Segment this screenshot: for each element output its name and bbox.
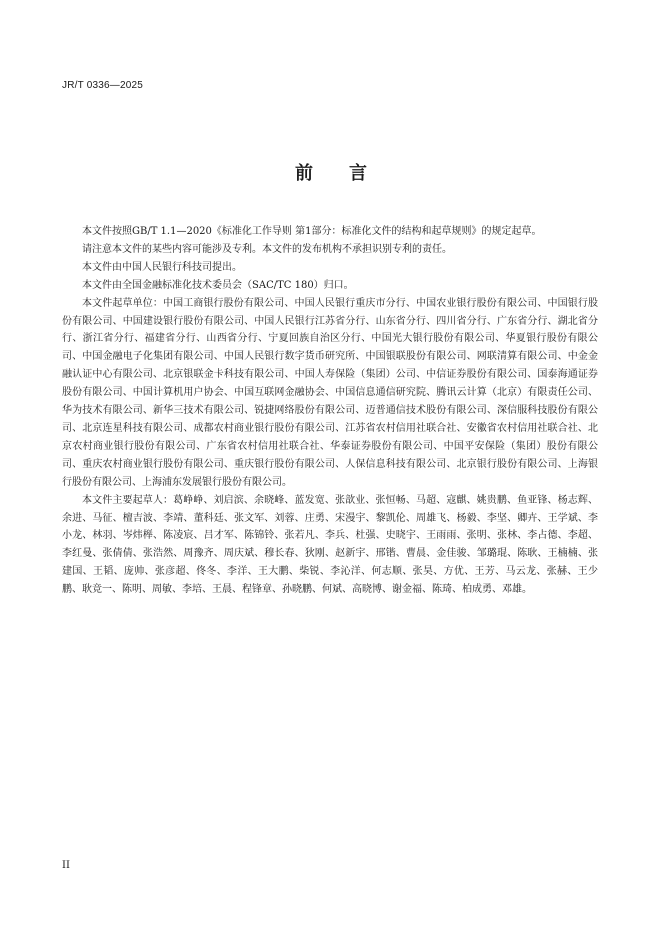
standard-number: JR/T 0336—2025 [62, 80, 143, 91]
page-number: II [62, 860, 70, 871]
foreword-body [62, 223, 598, 599]
paragraph-proposer: 本文件由中国人民银行科技司提出。 [82, 261, 242, 273]
paragraph-drafting-basis: 本文件按照GB/T 1.1—2020《标准化工作导则 第1部分：标准化文件的结构和起草规则》的规定起草。 [82, 226, 542, 237]
title-char-1: 前 [295, 163, 313, 184]
paragraph-main-drafters: 本文件主要起草人：葛峥峥、刘启滨、余晓峰、蓝发宽、张歆业、张恒畅、马超、寇麒、姚贵鹏、鱼亚锋、杨志辉、余进、马征、檀吉波、李靖、董科廷、张文军、刘蓉、庄勇、宋漫宇、黎凯伦、周雄飞、杨毅、李坚、卿卉、王学斌、李小龙、林羽、岑炜榉、陈凌宸、吕才军、陈锦铃、张若凡、李兵、杜强、史晓宇、王雨雨、张明、张林、李占德、李超、李红曼、张倩倩、张浩然、周豫齐、周庆斌、穆长春、狄刚、赵新宇、邢锴、曹晨、金佳骏、邹璐琨、陈耿、王楠楠、张建国、王韬、庞帅、张彦超、佟冬、李洋、王大鹏、柴锐、李沁洋、何志顺、张昊、方优、王芳、马云龙、张赫、王少鹏、耿竞一、陈明、周敏、李培、王晨、程锋章、孙晓鹏、何斌、高晓博、谢金福、陈琦、柏成勇、邓雄。 [62, 494, 598, 596]
paragraph-patent-notice: 请注意本文件的某些内容可能涉及专利。本文件的发布机构不承担识别专利的责任。 [82, 243, 452, 255]
paragraph-technical-committee: 本文件由全国金融标准化技术委员会（SAC/TC 180）归口。 [82, 279, 354, 291]
paragraph-drafting-organizations: 本文件起草单位：中国工商银行股份有限公司、中国人民银行重庆市分行、中国农业银行股份有限公司、中国银行股份有限公司、中国建设银行股份有限公司、中国人民银行江苏省分行、山东省分行、四川省分行、广东省分行、湖北省分行、浙江省分行、福建省分行、山西省分行、宁夏回族自治区分行、中国光大银行股份有限公司、华夏银行股份有限公司、中国金融电子化集团有限公司、中国人民银行数字货币研究所、中国银联股份有限公司、网联清算有限公司、中金金融认证中心有限公司、北京银联金卡科技有限公司、中国人寿保险（集团）公司、中信证券股份有限公司、国泰海通证券股份有限公司、中国计算机用户协会、中国互联网金融协会、中国信息通信研究院、腾讯云计算（北京）有限责任公司、华为技术有限公司、新华三技术有限公司、锐捷网络股份有限公司、迈普通信技术股份有限公司、深信服科技股份有限公司、北京连星科技有限公司、成都农村商业银行股份有限公司、江苏省农村信用社联合社、安徽省农村信用社联合社、北京农村商业银行股份有限公司、广东省农村信用社联合社、华泰证券股份有限公司、中国平安保险（集团）股份有限公司、重庆农村商业银行股份有限公司、重庆银行股份有限公司、人保信息科技有限公司、北京银行股份有限公司、上海银行股份有限公司、上海浦东发展银行股份有限公司。 [62, 297, 598, 488]
title-char-2: 言 [349, 163, 367, 184]
page-title [0, 159, 662, 185]
